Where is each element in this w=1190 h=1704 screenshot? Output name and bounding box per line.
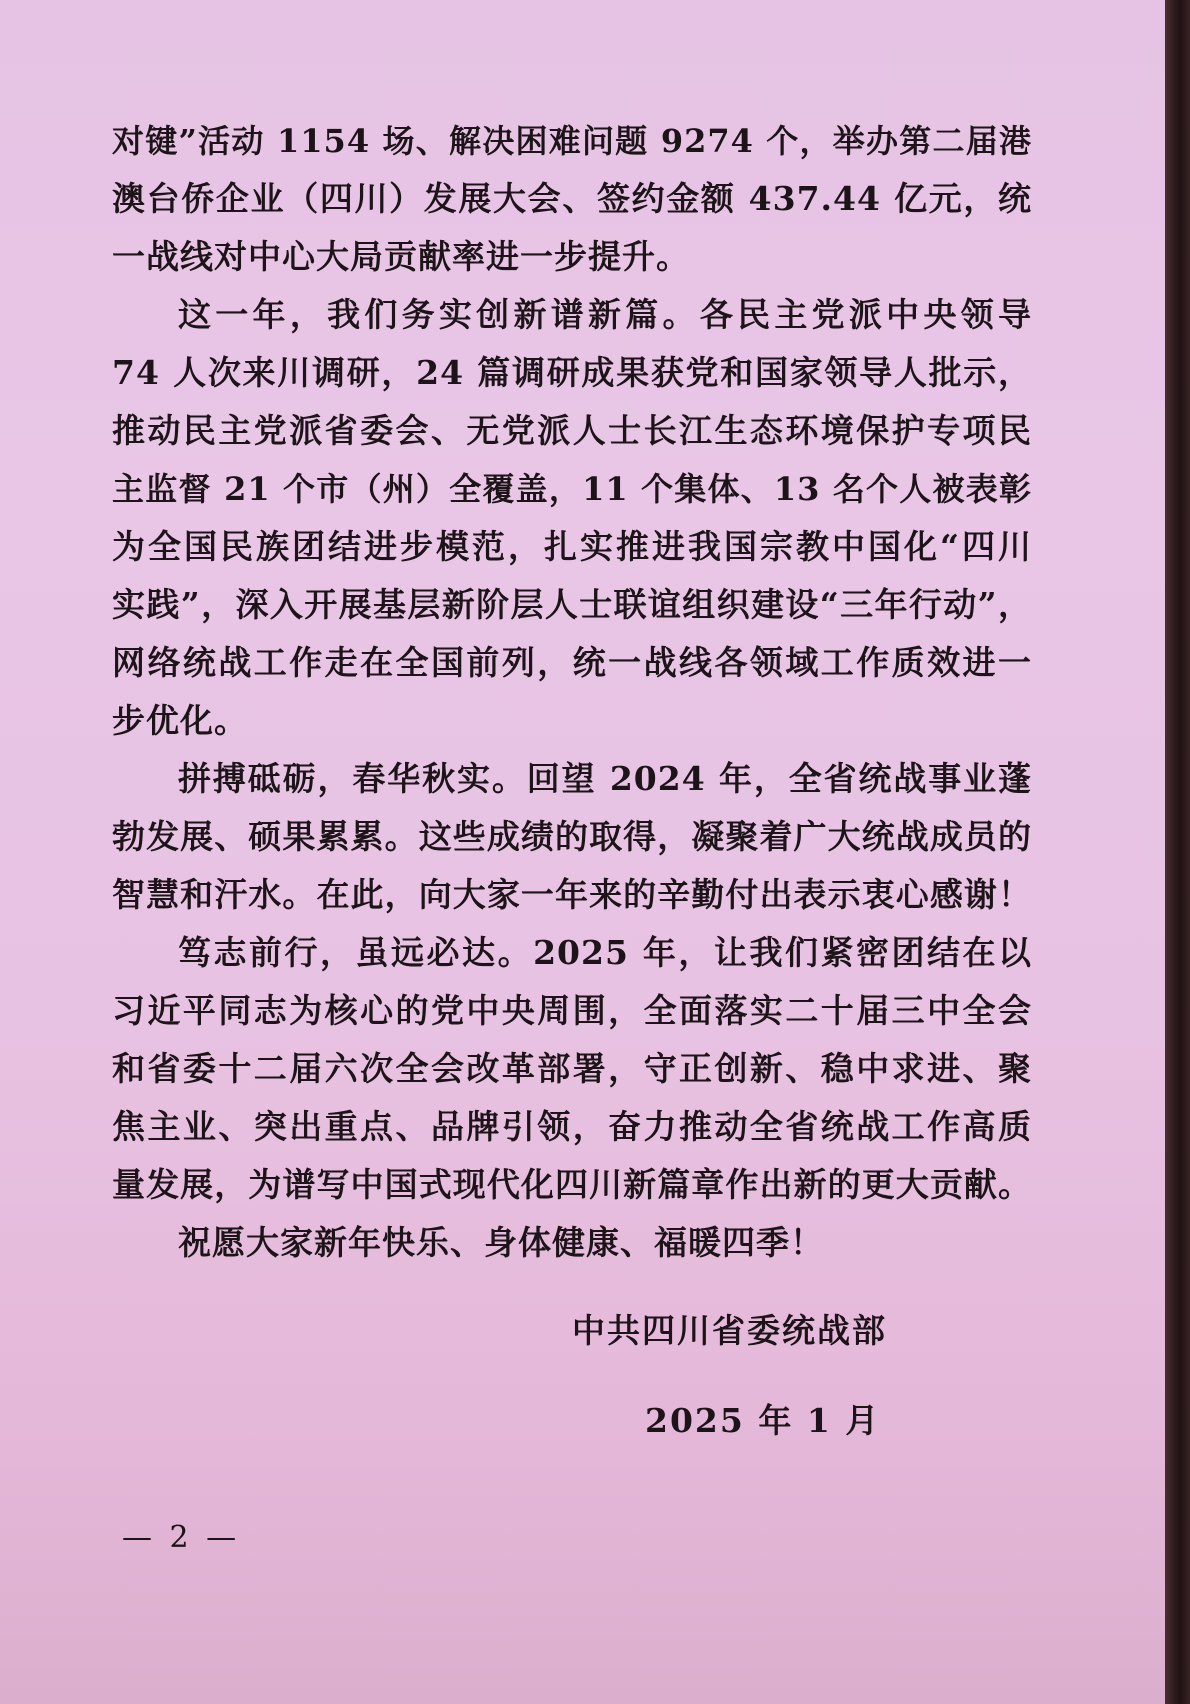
body-line: 74 人次来川调研，24 篇调研成果获党和国家领导人批示， [112, 353, 1032, 392]
body-line: 量发展，为谱写中国式现代化四川新篇章作出新的更大贡献。 [112, 1165, 1032, 1204]
body-line: 习近平同志为核心的党中央周围，全面落实二十届三中全会 [112, 991, 1032, 1030]
body-line: 澳台侨企业（四川）发展大会、签约金额 437.44 亿元，统 [112, 179, 1032, 218]
body-line: 实践”，深入开展基层新阶层人士联谊组织建设“三年行动”， [112, 585, 1032, 624]
body-line: 笃志前行，虽远必达。2025 年，让我们紧密团结在以 [178, 933, 1032, 972]
body-line: 焦主业、突出重点、品牌引领，奋力推动全省统战工作高质 [112, 1107, 1032, 1146]
body-line: 祝愿大家新年快乐、身体健康、福暖四季！ [178, 1223, 824, 1262]
body-line: 网络统战工作走在全国前列，统一战线各领域工作质效进一 [112, 643, 1032, 682]
body-line: 智慧和汗水。在此，向大家一年来的辛勤付出表示衷心感谢！ [112, 875, 1032, 914]
letter-body [112, 112, 1032, 1272]
signature-organization: 中共四川省委统战部 [572, 1311, 887, 1350]
body-line: 主监督 21 个市（州）全覆盖，11 个集体、13 名个人被表彰 [112, 470, 1032, 508]
body-line: 一战线对中心大局贡献率进一步提升。 [112, 237, 690, 276]
body-line: 这一年，我们务实创新谱新篇。各民主党派中央领导 [178, 295, 1032, 334]
body-line: 推动民主党派省委会、无党派人士长江生态环境保护专项民 [112, 411, 1032, 450]
body-line: 对键”活动 1154 场、解决困难问题 9274 个，举办第二届港 [112, 122, 1032, 160]
body-line: 为全国民族团结进步模范，扎实推进我国宗教中国化“四川 [112, 527, 1032, 566]
body-line: 勃发展、硕果累累。这些成绩的取得，凝聚着广大统战成员的 [112, 817, 1032, 856]
body-line: 和省委十二届六次全会改革部署，守正创新、稳中求进、聚 [112, 1049, 1032, 1088]
page-number: — 2 — [122, 1520, 241, 1555]
body-line: 步优化。 [112, 701, 248, 740]
background-edge [1165, 0, 1190, 1704]
signature-date: 2025 年 1 月 [645, 1401, 881, 1440]
body-line: 拼搏砥砺，春华秋实。回望 2024 年，全省统战事业蓬 [178, 759, 1032, 798]
